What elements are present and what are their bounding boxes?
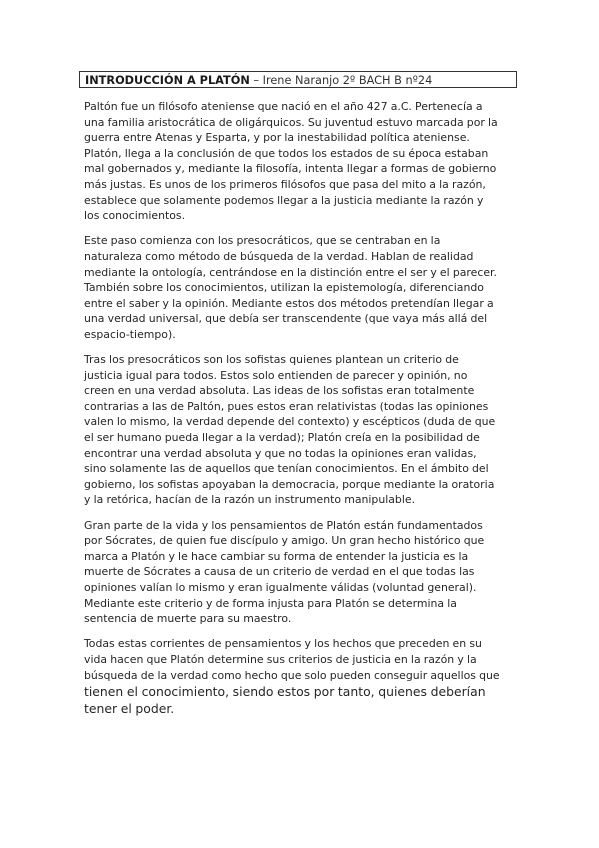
text-line: guerra entre Atenas y Esparta, y por la inestabilidad política ateniense.: [84, 131, 470, 145]
text-line: más justas. Es unos de los primeros filósofos que pasa del mito a la razón,: [84, 177, 486, 191]
text-line: búsqueda de la verdad como hecho que solo pueden conseguir aquellos que: [84, 668, 500, 682]
text-line: Este paso comienza con los presocráticos, que se centraban en la: [84, 234, 441, 248]
text-line: marca a Platón y le hace cambiar su forma de entender la justicia es la: [84, 549, 469, 563]
text-line: tener el poder.: [84, 701, 175, 717]
text-line: sentencia de muerte para su maestro.: [84, 612, 292, 626]
text-line: los conocimientos.: [84, 209, 186, 223]
text-line: Todas estas corrientes de pensamientos y los hechos que preceden en su: [84, 637, 482, 651]
text-line: gobierno, los sofistas apoyaban la democracia, porque mediante la oratoria: [84, 477, 495, 491]
document-body: [84, 99, 516, 727]
document-title: INTRODUCCIÓN A PLATÓN: [85, 74, 250, 87]
text-line: sino solamente las de aquellos que tenían conocimientos. En el ámbito del: [84, 462, 489, 476]
text-line: y la retórica, hacían de la razón un instrumento manipulable.: [84, 493, 416, 507]
paragraph-4: [84, 518, 516, 627]
text-line: tienen el conocimiento, siendo estos por tanto, quienes deberían: [84, 684, 486, 700]
text-line: contrarias a las de Paltón, pues estos eran relativistas (todas las opiniones: [84, 399, 489, 413]
text-line: mal gobernados y, mediante la filosofía, intenta llegar a formas de gobierno: [84, 162, 497, 176]
text-line: valen lo mismo, la verdad depende del contexto) y escépticos (duda de que: [84, 415, 496, 429]
text-line: Paltón fue un filósofo ateniense que nació en el año 427 a.C. Pertenecía a: [84, 100, 483, 113]
text-line: espacio-tiempo).: [84, 327, 176, 341]
text-line: creen en una verdad absoluta. Las ideas de los sofistas eran totalmente: [84, 384, 475, 398]
paragraph-5: [84, 636, 516, 717]
text-line: el ser humano pueda llegar a la verdad); Platón creía en la posibilidad de: [84, 431, 480, 445]
text-line: encontrar una verdad absoluta y que no todas la opiniones eran validas,: [84, 446, 477, 460]
paragraph-3: [84, 352, 516, 508]
text-line: También sobre los conocimientos, utilizan la epistemología, diferenciando: [84, 281, 484, 295]
text-line: opiniones valían lo mismo y eran igualmente válidas (voluntad general).: [84, 581, 477, 594]
text-line: vida hacen que Platón determine sus criterios de justicia en la razón y la: [84, 652, 477, 666]
title-separator: –: [249, 74, 263, 87]
text-line: Mediante este criterio y de forma injusta para Platón se determina la: [84, 596, 457, 610]
author-info: Irene Naranjo 2º BACH B nº24: [262, 74, 433, 87]
text-line: justicia igual para todos. Estos solo entienden de parecer y opinión, no: [84, 368, 468, 382]
text-line: por Sócrates, de quien fue discípulo y amigo. Un gran hecho histórico que: [84, 534, 485, 548]
text-line: naturaleza como método de búsqueda de la verdad. Hablan de realidad: [84, 249, 474, 263]
text-line: mediante la ontología, centrándose en la distinción entre el ser y el parecer.: [84, 265, 497, 279]
text-line: una verdad universal, que debía ser transcendente (que vaya más allá del: [84, 312, 488, 326]
text-line: Platón, llega a la conclusión de que todos los estados de su época estaban: [84, 146, 489, 160]
text-line: Tras los presocráticos son los sofistas quienes plantean un criterio de: [84, 353, 459, 367]
title-box: [79, 71, 517, 88]
text-line: entre el saber y la opinión. Mediante estos dos métodos pretendían llegar a: [84, 296, 494, 310]
text-line: muerte de Sócrates a causa de un criterio de verdad en el que todas las: [84, 565, 475, 579]
text-line: una familia aristocrática de oligárquicos. Su juventud estuvo marcada por la: [84, 115, 498, 129]
text-line: Gran parte de la vida y los pensamientos de Platón están fundamentados: [84, 518, 483, 532]
paragraph-2: [84, 233, 516, 342]
paragraph-1: [84, 99, 516, 224]
text-line: establece que solamente podemos llegar a la justicia mediante la razón y: [84, 193, 484, 207]
